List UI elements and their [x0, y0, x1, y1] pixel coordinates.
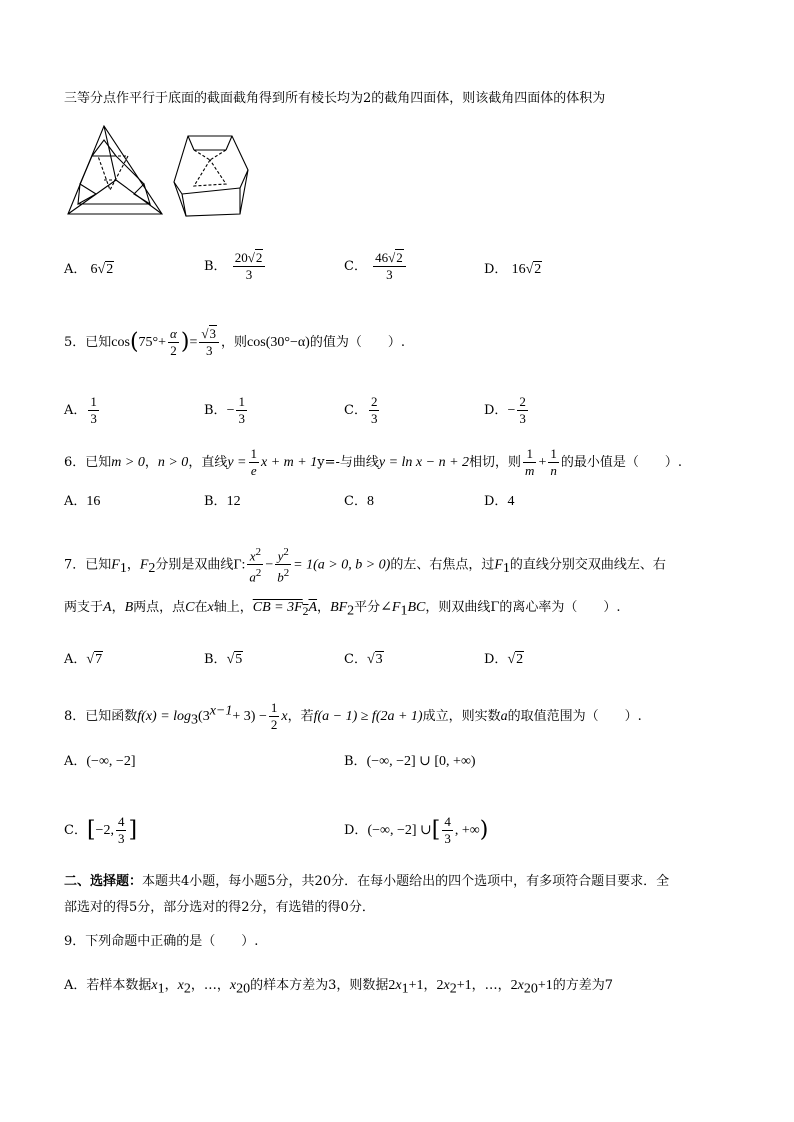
numerator: y — [277, 548, 284, 564]
q5-angle: 75°+ — [138, 335, 167, 350]
gamma: Γ: — [233, 557, 246, 573]
text: 平分 — [354, 600, 381, 615]
q5-option-c[interactable] — [344, 394, 381, 427]
option-label: A． — [64, 652, 87, 667]
denominator: m — [525, 463, 535, 478]
sqrt: √5 — [226, 652, 243, 667]
text: 的方差为7 — [552, 978, 614, 993]
point-b: B — [124, 600, 134, 615]
option-label: A． — [64, 494, 87, 509]
separator: ， — [126, 557, 140, 573]
point-c: C — [185, 600, 195, 615]
q9-option-a[interactable] — [64, 976, 613, 1000]
option-label: C． — [344, 652, 367, 667]
exponent: x−1 — [209, 703, 233, 719]
option-label: D． — [484, 494, 508, 509]
radicand: 7 — [95, 652, 103, 667]
option-value: 16 — [511, 262, 526, 277]
numerator: α — [170, 326, 177, 341]
subscript: 2 — [148, 560, 156, 576]
sqrt: √7 — [86, 652, 103, 667]
axis-x: x — [207, 600, 214, 615]
option-label: C． — [344, 494, 367, 509]
numerator: 4 — [444, 814, 451, 829]
denominator: 3 — [90, 411, 97, 426]
fraction — [116, 814, 127, 847]
denominator: 3 — [238, 411, 245, 426]
fraction — [249, 446, 260, 479]
separator: ， — [497, 978, 511, 993]
q4-stem-tail — [64, 89, 605, 109]
option-label: A． — [64, 262, 87, 277]
option-value: (−∞, −2] — [86, 754, 136, 769]
subscript: 1 — [400, 603, 408, 619]
q8-func: f(x) = log — [137, 709, 192, 724]
fraction — [236, 394, 247, 427]
q6-stem: 6．已知m > 0，n > 0，直线y = $\frac{1}{e}$ x + m + 1y=-与曲线y = ln x − n + 2相切，则 $\frac{1}{m}$ + $\frac{1}{n}$ 的最小值是（ ）. — [64, 446, 682, 478]
subscript: 1 — [157, 981, 165, 997]
superscript: 2 — [283, 546, 289, 558]
numerator: 46 — [375, 250, 389, 265]
var-x: x — [177, 978, 184, 993]
q8-option-b[interactable] — [344, 752, 476, 772]
denominator: 3 — [373, 266, 406, 283]
q6-cond-m: m > 0 — [111, 455, 145, 470]
q6-line-y: y = — [227, 455, 247, 470]
q9-stem-text: 9．下列命题中正确的是（ ）. — [64, 934, 259, 949]
option-value: (−∞, −2] ∪ [0, +∞) — [366, 754, 476, 769]
numerator: 20 — [234, 250, 248, 265]
truncated-tetrahedron-figure — [64, 122, 264, 222]
q6-curve: y = ln x − n + 2 — [378, 455, 470, 470]
option-label: D． — [484, 652, 508, 667]
q8-tail2: 的取值范围为（ ）. — [507, 709, 642, 724]
fraction: $\frac{√3}{3}$ — [199, 326, 219, 359]
plus-one: +1 — [408, 978, 424, 993]
numerator: 1 — [550, 446, 557, 461]
text: 两支于 — [64, 600, 104, 615]
q7-cond: = 1(a > 0, b > 0) — [293, 557, 391, 573]
separator: ， — [423, 978, 437, 993]
q5-option-d[interactable] — [484, 394, 530, 427]
superscript: 2 — [283, 567, 290, 580]
denominator: n — [550, 463, 557, 478]
option-label: A． — [64, 754, 87, 769]
sqrt: √2 — [97, 262, 114, 277]
q5-prefix: 5．已知 — [64, 335, 112, 350]
text: 两点，点 — [133, 600, 186, 615]
f1: F — [111, 557, 120, 573]
q8-mid: ，若 — [287, 709, 314, 724]
q6-option-a[interactable] — [64, 492, 100, 512]
q8-arg: (3 — [198, 709, 210, 724]
q5-mid: ，则 — [221, 335, 248, 350]
radicand: 2 — [516, 652, 524, 667]
q4-stem-text: 三等分点作平行于底面的截面截角得到所有棱长均为2的截角四面体，则该截角四面体的体积为 — [64, 91, 606, 106]
subscript: 2 — [449, 981, 457, 997]
q4-option-a[interactable] — [64, 260, 114, 280]
f1: F — [494, 557, 503, 573]
radicand: 2 — [106, 262, 114, 277]
separator: ， — [190, 978, 204, 993]
q4-option-d[interactable] — [484, 260, 542, 280]
option-value: 12 — [226, 494, 241, 509]
q8-option-c[interactable]: C．[−2, $\frac{4}{3}$ ] — [64, 814, 138, 846]
var-a: a — [500, 709, 508, 724]
sqrt: √3 — [366, 652, 383, 667]
denominator: 3 — [370, 411, 378, 426]
denominator: 3 — [199, 342, 219, 359]
fraction — [523, 446, 536, 479]
q8-tail: 成立，则实数 — [422, 709, 501, 724]
radicand: 2 — [534, 262, 542, 277]
var-x: x — [443, 978, 450, 993]
option-value: 8 — [366, 494, 374, 509]
fraction — [442, 814, 453, 847]
plus-one: +1 — [456, 978, 472, 993]
f2: F — [139, 557, 149, 573]
section-heading: 二、选择题： — [64, 874, 143, 889]
subscript: 20 — [523, 981, 538, 997]
vector-cb: CB = 3F — [252, 600, 303, 615]
text: ，则双曲线Γ的离心率为（ ）. — [425, 600, 621, 615]
q7-line1-tail: 的左、右焦点，过 — [390, 557, 495, 573]
vector-expr — [252, 600, 318, 618]
option-value: 4 — [507, 494, 515, 509]
var-x: x — [229, 978, 237, 993]
q8-option-a[interactable] — [64, 752, 136, 772]
option-label: B． — [204, 403, 227, 418]
option-label: B． — [204, 652, 227, 667]
fraction — [168, 326, 179, 359]
radicand: 2 — [255, 250, 263, 265]
plus-one: +1 — [537, 978, 553, 993]
separator: ， — [216, 978, 230, 993]
option-label: B． — [344, 754, 367, 769]
denominator: 3 — [117, 831, 125, 846]
q6-mid3: 相切，则 — [469, 455, 522, 470]
q4-option-c[interactable] — [344, 250, 408, 283]
vector-f2a: A — [308, 600, 318, 615]
log-base: 3 — [191, 712, 199, 728]
q7-option-a[interactable] — [64, 650, 103, 670]
subscript: 2 — [302, 604, 309, 618]
option-label: A．若样本数据 — [64, 978, 152, 993]
q7-option-b[interactable] — [204, 650, 243, 670]
text: ， — [317, 600, 331, 615]
numerator: 1 — [250, 446, 257, 461]
subscript: 2 — [347, 603, 355, 619]
coef: 2 — [510, 978, 518, 993]
radicand: 3 — [375, 652, 383, 667]
radicand: 5 — [235, 652, 243, 667]
truncated-tetrahedron — [174, 136, 248, 216]
radicand: 2 — [396, 250, 403, 265]
sqrt: √2 — [507, 652, 524, 667]
numerator: x — [249, 548, 256, 564]
subscript: 2 — [183, 981, 191, 997]
interval-left: (−∞, −2] ∪ — [367, 823, 432, 838]
separator: ， — [144, 455, 158, 470]
option-label: B． — [204, 494, 227, 509]
ellipsis: … — [203, 978, 217, 993]
q6-mid1: ，直线 — [188, 455, 228, 470]
denominator: 2 — [168, 342, 179, 359]
option-label: C． — [64, 823, 87, 838]
subscript: 1 — [502, 560, 510, 576]
q7-line1-tail2: 的直线分别交双曲线左、右 — [509, 557, 666, 573]
q6-option-b[interactable] — [204, 492, 241, 512]
option-value: 6 — [90, 262, 98, 277]
q6-line-tail: x + m + 1 — [261, 455, 318, 470]
ellipsis: … — [484, 978, 498, 993]
var-x: x — [517, 978, 524, 993]
denominator: 3 — [519, 411, 526, 426]
option-label: D． — [344, 823, 368, 838]
denominator: b — [277, 569, 284, 585]
q6-option-d[interactable] — [484, 492, 514, 512]
q4-option-b[interactable] — [204, 250, 267, 283]
angle-tail: BC — [407, 600, 426, 615]
numerator: 1 — [90, 394, 97, 409]
q7-prefix: 7．已知 — [64, 557, 112, 573]
q6-cond-n: n > 0 — [157, 455, 189, 470]
fraction — [517, 394, 528, 427]
denominator: e — [249, 462, 260, 479]
interval-right: , +∞ — [454, 823, 480, 838]
section-text: 部选对的得5分，部分选对的得2分，有选错的得0分． — [64, 900, 375, 915]
denominator: 3 — [444, 831, 451, 846]
q7-stem-line2 — [64, 598, 621, 622]
q7-option-d[interactable] — [484, 650, 524, 670]
q9-stem — [64, 932, 258, 952]
separator: ， — [471, 978, 485, 993]
option-value: 16 — [86, 494, 101, 509]
fraction — [269, 700, 280, 733]
subscript: 20 — [236, 981, 251, 997]
option-label: D． — [484, 262, 508, 277]
q8-ineq: f(a − 1) ≥ f(2a + 1) — [313, 709, 423, 724]
q8-prefix: 8．已知函数 — [64, 709, 138, 724]
q5-option-b[interactable] — [204, 394, 249, 427]
superscript: 2 — [255, 546, 261, 558]
interval-left: −2, — [95, 823, 114, 838]
option-label: C． — [344, 403, 367, 418]
radicand: 3 — [209, 326, 217, 341]
option-label: B． — [204, 259, 227, 274]
text: 轴上， — [213, 600, 253, 615]
superscript: 2 — [255, 567, 262, 580]
option-label: A． — [64, 403, 87, 418]
numerator: 1 — [526, 446, 533, 461]
numerator: 1 — [270, 700, 278, 715]
fraction — [88, 394, 99, 427]
q8-option-d[interactable]: D．(−∞, −2] ∪[ $\frac{4}{3}$ , +∞) — [344, 814, 489, 846]
section2-line2 — [64, 898, 375, 918]
q5-option-a[interactable] — [64, 394, 101, 427]
coef: 2 — [436, 978, 444, 993]
denominator: a — [249, 569, 256, 585]
q5-stem: 5．已知cos(75°+ $\frac{\alpha}{2}$ )= $\frac{√3}{3}$ ，则cos(30°−α)的值为（ ）. — [64, 326, 405, 358]
subscript: 1 — [119, 560, 127, 576]
q7-stem-line1: 7．已知$F_1$，$F_2$分别是双曲线Γ: $\frac{x^2}{a^2}$ − $\frac{y^2}{b^2}$ = 1(a > 0, b > 0)的左、右焦点，过$F_1$的直线分别交双曲线左、右 — [64, 546, 666, 585]
q5-tail: 的值为（ ）. — [309, 335, 405, 350]
fraction — [247, 544, 263, 586]
point-a: A — [103, 600, 112, 615]
denominator: 3 — [233, 266, 266, 283]
numerator: 2 — [519, 394, 526, 409]
section-text: 本题共4小题，每小题5分，共20分．在每小题给出的四个选项中，有多项符合题目要求．全 — [142, 874, 670, 889]
fraction — [369, 394, 380, 427]
fraction: $\frac{20√2}{3}$ — [233, 250, 266, 283]
subscript: 1 — [401, 981, 409, 997]
text: 在 — [194, 600, 208, 615]
angle: ∠F — [380, 600, 401, 615]
separator: ， — [164, 978, 178, 993]
sign: − — [226, 403, 235, 418]
text: 的样本方差为3，则数据 — [250, 978, 389, 993]
var-x: x — [151, 978, 158, 993]
q7-mid1: 分别是双曲线 — [155, 557, 234, 573]
numerator: 4 — [117, 814, 125, 829]
q5-expr: cos(30°−α) — [247, 335, 310, 350]
coef: 2 — [388, 978, 396, 993]
option-label: D． — [484, 403, 508, 418]
sqrt: √2 — [525, 262, 542, 277]
q8-stem — [64, 700, 642, 733]
section2-line1 — [64, 872, 669, 892]
option-label: C． — [344, 259, 367, 274]
fraction: $\frac{46√2}{3}$ — [373, 250, 406, 283]
q6-prefix: 6．已知 — [64, 455, 112, 470]
bf2: BF — [330, 600, 348, 615]
denominator: 2 — [270, 717, 278, 732]
var-x: x — [395, 978, 402, 993]
numerator: 1 — [238, 394, 245, 409]
q7-option-c[interactable] — [344, 650, 384, 670]
sign: − — [507, 403, 516, 418]
q6-option-c[interactable] — [344, 492, 374, 512]
numerator: 2 — [370, 394, 378, 409]
q6-tail: 的最小值是（ ）. — [560, 455, 682, 470]
separator: ， — [111, 600, 125, 615]
fraction — [548, 446, 559, 479]
equals: = — [189, 335, 198, 350]
q8-arg2: + 3) − — [232, 709, 267, 724]
tetrahedron-with-cut-corners — [68, 126, 162, 214]
var-x: x — [281, 709, 288, 724]
q6-mid2: y=-与曲线 — [317, 455, 379, 470]
fraction — [275, 544, 291, 586]
